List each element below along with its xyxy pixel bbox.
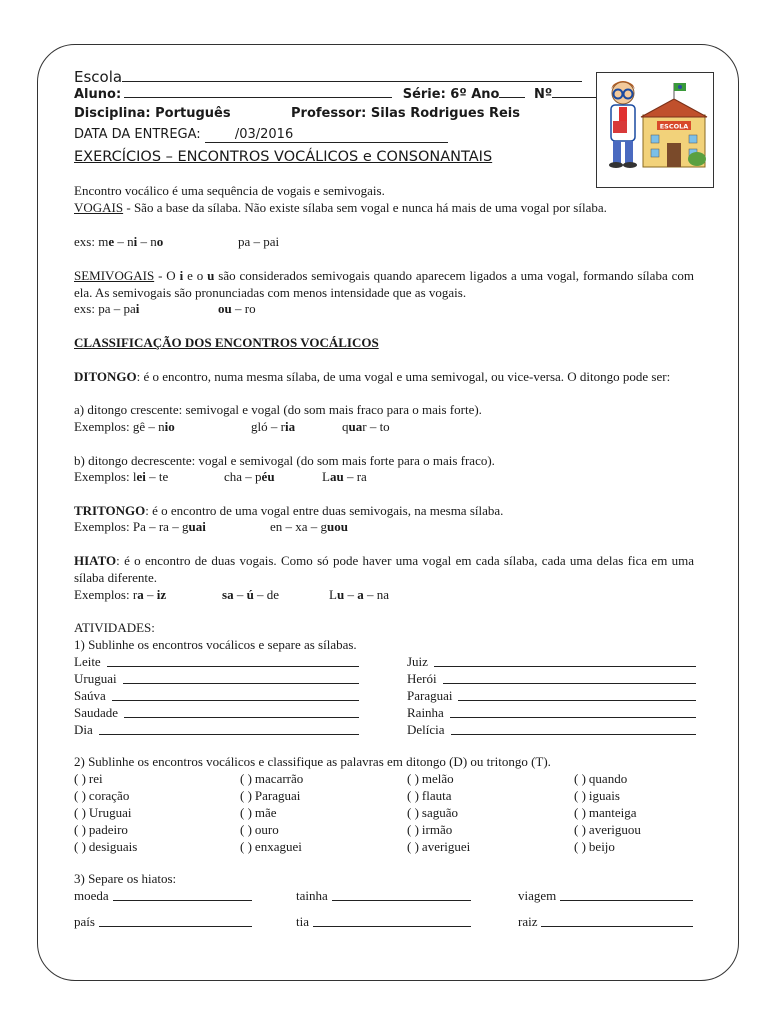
- q2-word: padeiro: [88, 822, 128, 837]
- student-blank[interactable]: [124, 86, 392, 98]
- hiatus-example-1: Exemplos: ra – iz: [74, 587, 167, 602]
- q2-answer-parens[interactable]: ( ): [74, 771, 86, 786]
- semivowels-paragraph: SEMIVOGAIS - O i e o u são considerados semivogais quando aparecem ligados a uma vogal, formando sílaba com ela. As semivogais são pronunciadas com menos intensidade que as vogais.: [74, 268, 694, 300]
- q3-word: tia: [296, 914, 309, 929]
- q2-answer-parens[interactable]: ( ): [240, 822, 252, 837]
- q1-word: Herói: [407, 671, 437, 686]
- q2-item: [407, 788, 452, 804]
- q1-item: [74, 654, 359, 670]
- triphthong-label: TRITONGO: [74, 503, 146, 518]
- triphthong-example-2: en – xa – guou: [270, 519, 349, 534]
- q2-word: ouro: [254, 822, 279, 837]
- q2-answer-parens[interactable]: ( ): [407, 839, 419, 854]
- q2-answer-parens[interactable]: ( ): [407, 805, 419, 820]
- q1-word: Delícia: [407, 722, 445, 737]
- page-title: EXERCÍCIOS – ENCONTROS VOCÁLICOS e CONSONANTAIS: [74, 149, 493, 165]
- q1-item: [407, 671, 696, 687]
- semivowels-example-1: exs: pa – pai: [74, 301, 140, 316]
- q2-word: quando: [588, 771, 628, 786]
- due-date-label: DATA DA ENTREGA:: [74, 127, 201, 142]
- diphthong-paragraph: DITONGO: é o encontro, numa mesma sílaba, de uma vogal e uma semivogal, ou vice-versa. O ditongo pode ser:: [74, 369, 671, 384]
- q3-item: [518, 888, 693, 904]
- q2-item: [240, 788, 300, 804]
- vowels-example-2: pa – pai: [238, 234, 280, 249]
- q1-word: Rainha: [407, 705, 444, 720]
- q1-answer-line[interactable]: [99, 722, 359, 735]
- school-field: [74, 68, 582, 86]
- q2-item: [574, 788, 620, 804]
- student-label: Aluno:: [74, 87, 122, 102]
- subject-label: Disciplina: Português: [74, 106, 231, 121]
- q3-answer-line[interactable]: [560, 888, 693, 901]
- q1-item: [407, 654, 696, 670]
- grade-blank[interactable]: [499, 86, 525, 98]
- q1-answer-line[interactable]: [124, 705, 359, 718]
- q2-answer-parens[interactable]: ( ): [574, 805, 586, 820]
- q1-item: [74, 671, 359, 687]
- q2-answer-parens[interactable]: ( ): [407, 788, 419, 803]
- q1-answer-line[interactable]: [123, 671, 359, 684]
- falling-diphthong-text: b) ditongo decrescente: vogal e semivogal (do som mais forte para o mais fraco).: [74, 453, 495, 468]
- hiatus-example-3: Lu – a – na: [329, 587, 389, 602]
- q2-item: [240, 822, 279, 838]
- q2-answer-parens[interactable]: ( ): [574, 788, 586, 803]
- triphthong-paragraph: TRITONGO: é o encontro de uma vogal entre duas semivogais, na mesma sílaba.: [74, 503, 504, 518]
- q3-word: tainha: [296, 888, 328, 903]
- q2-item: [407, 771, 454, 787]
- falling-example-1: Exemplos: lei – te: [74, 469, 169, 484]
- q2-item: [74, 805, 132, 821]
- q3-item: [74, 914, 252, 930]
- q2-item: [407, 822, 452, 838]
- q2-answer-parens[interactable]: ( ): [240, 771, 252, 786]
- q2-item: [74, 839, 137, 855]
- q2-item: [240, 839, 302, 855]
- q1-item: [74, 705, 359, 721]
- q2-item: [74, 822, 128, 838]
- q2-word: averiguou: [588, 822, 641, 837]
- vowels-text: - São a base da sílaba. Não existe sílaba sem vogal e nunca há mais de uma vogal por sílaba.: [123, 200, 607, 215]
- q3-answer-line[interactable]: [332, 888, 471, 901]
- q1-answer-line[interactable]: [458, 688, 696, 701]
- hiatus-example-2: sa – ú – de: [222, 587, 280, 602]
- q3-item: [296, 888, 471, 904]
- q2-item: [407, 805, 458, 821]
- q3-word: país: [74, 914, 95, 929]
- q3-answer-line[interactable]: [541, 914, 693, 927]
- q2-word: coração: [88, 788, 130, 803]
- classification-title: CLASSIFICAÇÃO DOS ENCONTROS VOCÁLICOS: [74, 335, 379, 350]
- q2-item: [574, 822, 641, 838]
- q2-word: enxaguei: [254, 839, 302, 854]
- q2-item: [74, 771, 103, 787]
- q2-item: [574, 839, 615, 855]
- q2-item: [574, 771, 627, 787]
- q2-item: [240, 771, 303, 787]
- student-field: [74, 86, 596, 102]
- question-3: 3) Separe os hiatos:: [74, 871, 177, 886]
- q1-word: Dia: [74, 722, 93, 737]
- q3-item: [74, 888, 252, 904]
- question-2: 2) Sublinhe os encontros vocálicos e classifique as palavras em ditongo (D) ou tritongo (T).: [74, 754, 551, 769]
- q1-word: Saúva: [74, 688, 106, 703]
- q2-answer-parens[interactable]: ( ): [74, 788, 86, 803]
- grade-label: Série: 6º Ano: [402, 87, 500, 102]
- logo-text: ESCOLA: [659, 122, 689, 131]
- semivowels-label: SEMIVOGAIS: [74, 268, 155, 283]
- q3-answer-line[interactable]: [313, 914, 471, 927]
- q2-item: [74, 788, 129, 804]
- q3-answer-line[interactable]: [113, 888, 252, 901]
- q2-word: rei: [88, 771, 103, 786]
- q1-word: Juiz: [407, 654, 428, 669]
- q2-word: Uruguai: [88, 805, 132, 820]
- teacher-label: Professor: Silas Rodrigues Reis: [291, 106, 520, 121]
- q2-word: desiguais: [88, 839, 138, 854]
- diphthong-label: DITONGO: [74, 369, 137, 384]
- q2-answer-parens[interactable]: ( ): [574, 839, 586, 854]
- q2-word: iguais: [588, 788, 620, 803]
- school-label: Escola: [74, 68, 123, 86]
- due-date-value[interactable]: /03/2016: [205, 127, 448, 143]
- q2-answer-parens[interactable]: ( ): [240, 805, 252, 820]
- q2-answer-parens[interactable]: ( ): [574, 771, 586, 786]
- due-date-field: [74, 127, 448, 143]
- falling-example-2: cha – péu: [224, 469, 275, 484]
- q2-answer-parens[interactable]: ( ): [407, 822, 419, 837]
- triphthong-example-1: Exemplos: Pa – ra – guai: [74, 519, 206, 534]
- number-label: Nº: [533, 87, 553, 102]
- vowels-paragraph: [74, 200, 694, 217]
- q2-answer-parens[interactable]: ( ): [240, 839, 252, 854]
- hiatus-label: HIATO: [74, 553, 117, 568]
- q2-word: melão: [421, 771, 454, 786]
- semivowels-example-2: ou – ro: [218, 301, 256, 316]
- q2-answer-parens[interactable]: ( ): [74, 822, 86, 837]
- q2-answer-parens[interactable]: ( ): [74, 805, 86, 820]
- q1-answer-line[interactable]: [112, 688, 359, 701]
- q1-answer-line[interactable]: [451, 722, 696, 735]
- q2-word: flauta: [421, 788, 452, 803]
- q2-word: beijo: [588, 839, 615, 854]
- q2-word: macarrão: [254, 771, 304, 786]
- school-blank[interactable]: [122, 70, 582, 82]
- rising-example-3: quar – to: [342, 419, 390, 434]
- q2-word: mãe: [254, 805, 277, 820]
- school-logo: [596, 72, 714, 188]
- q3-word: viagem: [518, 888, 557, 903]
- q1-answer-line[interactable]: [443, 671, 696, 684]
- q2-answer-parens[interactable]: ( ): [407, 771, 419, 786]
- q2-word: saguão: [421, 805, 459, 820]
- q1-answer-line[interactable]: [107, 654, 359, 667]
- q1-answer-line[interactable]: [450, 705, 696, 718]
- q2-item: [240, 805, 277, 821]
- q1-word: Leite: [74, 654, 101, 669]
- q2-answer-parens[interactable]: ( ): [574, 822, 586, 837]
- hiatus-paragraph: HIATO: é o encontro de duas vogais. Como só pode haver uma vogal em cada sílaba, cada uma delas fica em uma sílaba diferente.: [74, 553, 694, 585]
- q3-item: [518, 914, 693, 930]
- activities-title: ATIVIDADES:: [74, 620, 155, 635]
- q3-answer-line[interactable]: [99, 914, 252, 927]
- q2-answer-parens[interactable]: ( ): [74, 839, 86, 854]
- q2-word: Paraguai: [254, 788, 301, 803]
- rising-example-2: gló – ria: [251, 419, 296, 434]
- q2-word: manteiga: [588, 805, 637, 820]
- q1-word: Saudade: [74, 705, 119, 720]
- q1-word: Uruguai: [74, 671, 117, 686]
- q2-item: [574, 805, 637, 821]
- q1-item: [74, 688, 359, 704]
- q3-word: raiz: [518, 914, 538, 929]
- q3-word: moeda: [74, 888, 109, 903]
- q1-item: [74, 722, 359, 738]
- q2-answer-parens[interactable]: ( ): [240, 788, 252, 803]
- rising-example-1: Exemplos: gê – nio: [74, 419, 175, 434]
- falling-example-3: Lau – ra: [322, 469, 367, 484]
- q1-word: Paraguai: [407, 688, 453, 703]
- number-blank[interactable]: [552, 86, 596, 98]
- vowels-example-1: exs: me – ni – no: [74, 234, 164, 249]
- q1-item: [407, 705, 696, 721]
- q2-word: irmão: [421, 822, 453, 837]
- question-1: 1) Sublinhe os encontros vocálicos e separe as sílabas.: [74, 637, 357, 652]
- q1-item: [407, 688, 696, 704]
- school-illustration-icon: [597, 73, 713, 187]
- q3-item: [296, 914, 471, 930]
- q2-word: averiguei: [421, 839, 471, 854]
- rising-diphthong-text: a) ditongo crescente: semivogal e vogal (do som mais fraco para o mais forte).: [74, 402, 482, 417]
- definition-text: Encontro vocálico é uma sequência de vogais e semivogais.: [74, 183, 385, 198]
- vowels-label: VOGAIS: [74, 200, 124, 215]
- q1-answer-line[interactable]: [434, 654, 696, 667]
- q2-item: [407, 839, 470, 855]
- q1-item: [407, 722, 696, 738]
